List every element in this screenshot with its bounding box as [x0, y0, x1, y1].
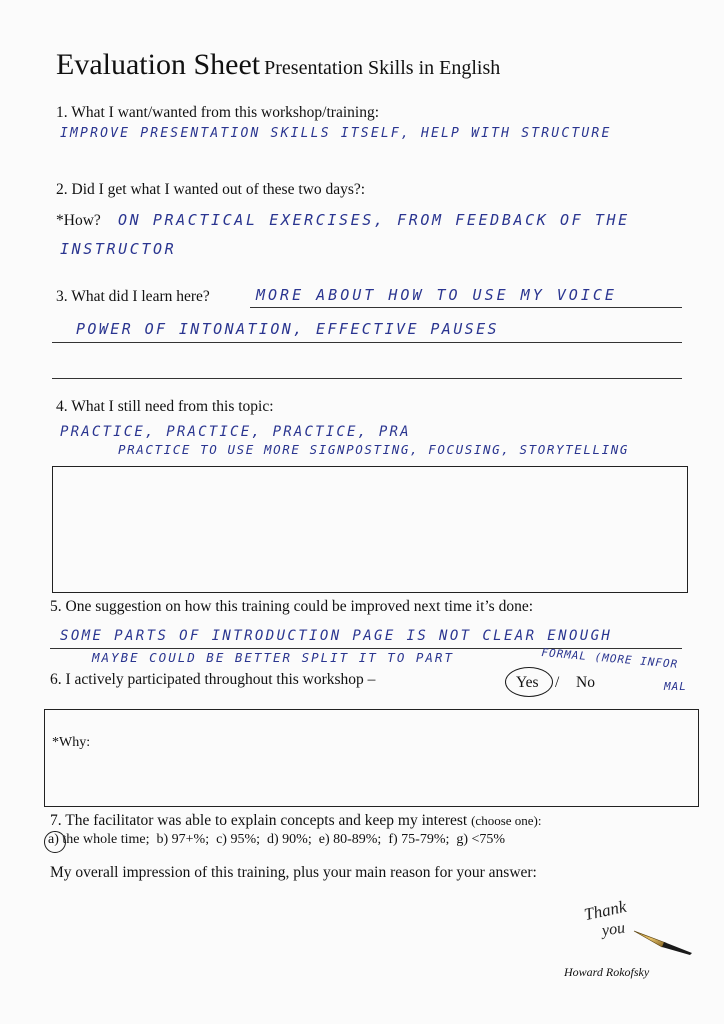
q2-answer-line1: ON PRACTICAL EXERCISES, FROM FEEDBACK OF THE: [118, 211, 630, 229]
title-main: Evaluation Sheet: [56, 48, 261, 81]
q6-why-label: *Why:: [52, 735, 91, 750]
q3-answer-line1: MORE ABOUT HOW TO USE MY VOICE: [256, 286, 617, 304]
q2-how-label: *How?: [56, 212, 101, 229]
fountain-pen-icon: [632, 925, 694, 955]
q7-option-c[interactable]: c) 95%;: [216, 832, 261, 847]
q6-why-box: [44, 709, 699, 807]
signature-block: [560, 895, 700, 985]
q3-question: 3. What did I learn here?: [56, 288, 210, 305]
q6-yes-circle: [505, 667, 553, 697]
q7-option-f[interactable]: f) 75-79%;: [388, 832, 450, 847]
q7-option-d[interactable]: d) 90%;: [267, 832, 312, 847]
q5-answer-line1: SOME PARTS OF INTRODUCTION PAGE IS NOT CLEAR ENOUGH: [60, 628, 613, 644]
signature-name: Howard Rokofsky: [564, 965, 650, 979]
q7-choose-label: (choose one):: [471, 813, 542, 828]
q3-line-2: [52, 342, 682, 343]
q7-option-a-circle: [44, 831, 66, 853]
q2-answer-line2: INSTRUCTOR: [60, 240, 177, 258]
q5-question: 5. One suggestion on how this training could be improved next time it’s done:: [50, 598, 534, 615]
q1-question: 1. What I want/wanted from this workshop/training:: [56, 104, 380, 121]
q4-question: 4. What I still need from this topic:: [56, 398, 274, 415]
q7-option-b[interactable]: b) 97+%;: [156, 832, 210, 847]
q6-separator: /: [555, 674, 560, 691]
q3-line-1: [250, 307, 682, 308]
q6-question: 6. I actively participated throughout this workshop –: [50, 671, 376, 688]
page-title: [56, 48, 500, 82]
q6-no[interactable]: No: [576, 674, 595, 691]
q4-answer-line1: PRACTICE, PRACTICE, PRACTICE, PRA: [60, 424, 411, 440]
q4-answer-line2: PRACTICE TO USE MORE SIGNPOSTING, FOCUSING, STORYTELLING: [118, 442, 630, 457]
title-subtitle: Presentation Skills in English: [264, 57, 501, 79]
q1-answer: IMPROVE PRESENTATION SKILLS ITSELF, HELP WITH STRUCTURE: [60, 126, 612, 141]
q5-line-1: [50, 648, 682, 649]
signature-you: you: [600, 919, 627, 940]
q7-option-e[interactable]: e) 80-89%;: [318, 832, 382, 847]
q7-option-g[interactable]: g) <75%: [456, 832, 506, 847]
q2-question: 2. Did I get what I wanted out of these two days?:: [56, 181, 366, 198]
q7-options: [48, 832, 505, 848]
q5-answer-line3: MAL: [664, 680, 687, 693]
signature-thank: Thank: [582, 896, 628, 925]
q5-answer-line2: MAYBE COULD BE BETTER SPLIT IT TO PART: [92, 650, 454, 665]
q7-option-a[interactable]: a) the whole time;: [48, 832, 150, 847]
q5-answer-line2b: FORMAL (MORE INFOR: [540, 646, 679, 671]
q4-answer-box: [52, 466, 688, 593]
q3-line-3: [52, 378, 682, 379]
overall-question: My overall impression of this training, plus your main reason for your answer:: [50, 864, 537, 881]
q6-yes[interactable]: Yes: [516, 674, 539, 691]
q3-answer-line2: POWER OF INTONATION, EFFECTIVE PAUSES: [76, 320, 499, 338]
q7-question-text: 7. The facilitator was able to explain concepts and keep my interest: [50, 812, 468, 829]
q7-question: [50, 812, 541, 830]
